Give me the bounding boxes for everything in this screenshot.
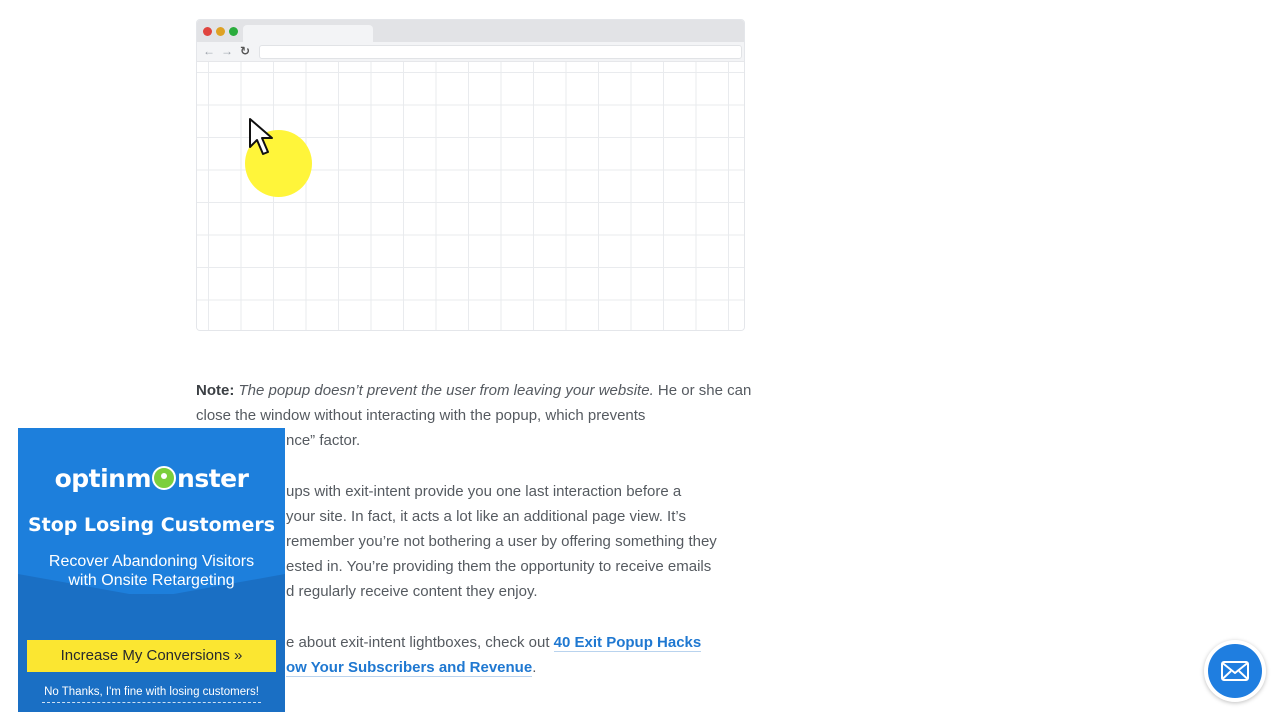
para-line-5: d regularly receive content they enjoy. <box>286 583 538 600</box>
exit-popup-hacks-link[interactable]: 40 Exit Popup Hacks <box>553 634 702 651</box>
mail-button[interactable] <box>1204 640 1266 702</box>
window-maximize-dot <box>229 27 238 36</box>
mail-icon <box>1221 661 1249 681</box>
optin-headline: Stop Losing Customers <box>27 514 276 536</box>
para-line-4: ested in. You’re providing them the opportunity to receive emails <box>286 558 712 575</box>
optinmonster-logo <box>18 464 285 493</box>
para-line-1: ups with exit-intent provide you one last interaction before a <box>286 483 682 500</box>
increase-conversions-button[interactable]: Increase My Conversions » <box>27 640 276 672</box>
subscribers-revenue-link[interactable]: ow Your Subscribers and Revenue <box>286 659 533 676</box>
browser-tab <box>243 25 373 42</box>
logo-text-start: optinm <box>54 464 152 493</box>
window-close-dot <box>203 27 212 36</box>
further-reading-text: e about exit-intent lightboxes, check out <box>286 634 554 651</box>
further-reading-period: . <box>532 659 537 676</box>
note-text-tail: nce” factor. <box>286 432 361 449</box>
arrow-right-icon: → <box>221 44 233 58</box>
mail-button-face <box>1208 644 1262 698</box>
address-bar <box>259 45 742 59</box>
browser-nav-bar <box>197 42 744 62</box>
note-label: Note: <box>196 382 235 399</box>
browser-illustration <box>196 19 745 331</box>
optin-slide-in <box>18 428 285 712</box>
note-italic: The popup doesn’t prevent the user from leaving your website. <box>238 382 654 399</box>
decline-link[interactable]: No Thanks, I'm fine with losing customers! <box>42 684 261 703</box>
browser-title-bar <box>197 20 744 42</box>
browser-viewport-grid <box>197 62 744 330</box>
monster-icon <box>152 466 176 490</box>
window-minimize-dot <box>216 27 225 36</box>
arrow-left-icon: ← <box>203 44 215 58</box>
optin-subheadline: Recover Abandoning Visitors with Onsite Retargeting <box>48 553 255 589</box>
note-text: He or she can close the window without interacting with the popup, which prevents <box>196 382 752 424</box>
para-line-2: your site. In fact, it acts a lot like an additional page view. It’s <box>286 508 686 525</box>
para-line-3: remember you’re not bothering a user by offering something they <box>286 533 717 550</box>
reload-icon: ↻ <box>240 44 251 58</box>
mouse-cursor-icon <box>248 117 282 159</box>
logo-text-end: nster <box>177 464 249 493</box>
